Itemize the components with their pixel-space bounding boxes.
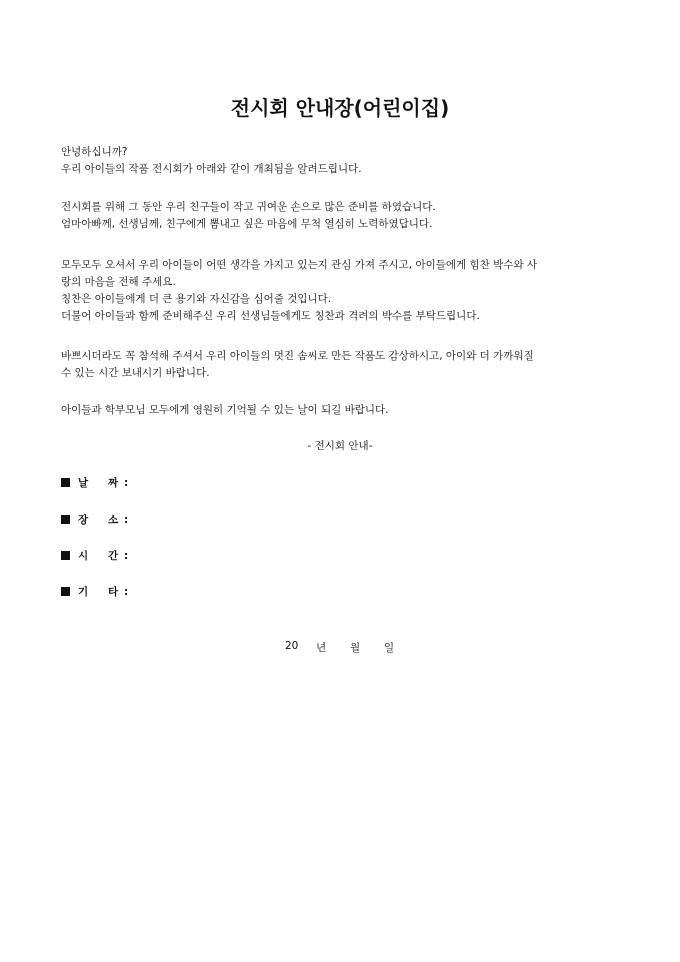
signoff: - 전시회 안내-	[307, 440, 373, 452]
field-colon: :	[124, 513, 129, 526]
field-label-char: 시	[78, 550, 89, 562]
field-label-char: 간	[108, 550, 119, 562]
square-bullet-icon	[61, 515, 70, 524]
field-date	[61, 475, 128, 490]
field-colon: :	[124, 585, 129, 598]
text-line: 모두모두 오셔서 우리 아이들이 어떤 생각을 가지고 있는지 관심 가져 주시고, 아이들에게 힘찬 박수와 사	[61, 259, 538, 271]
text-line: 우리 아이들의 작품 전시회가 아래와 같이 개최됨을 알려드립니다.	[61, 163, 362, 175]
document-title: 전시회 안내장(어린이집)	[230, 96, 450, 120]
field-colon: :	[124, 549, 129, 562]
paragraph-closing	[61, 402, 636, 419]
text-line: 칭찬은 아이들에게 더 큰 용기와 자신감을 심어줄 것입니다.	[61, 293, 332, 305]
field-place	[61, 512, 128, 527]
field-label-char: 소	[108, 514, 119, 526]
text-line: 아이들과 학부모님 모두에게 영원히 기억될 수 있는 날이 되길 바랍니다.	[61, 404, 389, 416]
field-label-char: 기	[78, 586, 89, 598]
field-other	[61, 584, 128, 599]
text-line: 랑의 마음을 전해 주세요.	[61, 276, 176, 288]
paragraph-attendance	[61, 348, 636, 382]
square-bullet-icon	[61, 478, 70, 487]
text-line: 엄마아빠께, 선생님께, 친구에게 뽐내고 싶은 마음에 무척 열심히 노력하였답니다.	[61, 218, 433, 230]
field-label-char: 날	[78, 477, 89, 489]
text-line: 전시회를 위해 그 동안 우리 친구들이 작고 귀여운 손으로 많은 준비를 하였습니다.	[61, 201, 436, 213]
text-line: 더불어 아이들과 함께 준비해주신 우리 선생님들에게도 칭찬과 격려의 박수를 부탁드립니다.	[61, 310, 480, 322]
text-line: 바쁘시더라도 꼭 참석해 주셔서 우리 아이들의 멋진 솜씨로 만든 작품도 감상하시고, 아이와 더 가까워질	[61, 350, 534, 362]
paragraph-preparation	[61, 199, 636, 233]
field-label-char: 장	[78, 514, 89, 526]
text-line: 수 있는 시간 보내시기 바랍니다.	[61, 367, 210, 379]
square-bullet-icon	[61, 551, 70, 560]
square-bullet-icon	[61, 587, 70, 596]
text-line: 안녕하십니까?	[61, 146, 128, 158]
paragraph-invitation	[61, 257, 636, 325]
field-colon: :	[124, 476, 129, 489]
date-year: 20	[285, 640, 299, 652]
paragraph-greeting	[61, 144, 636, 178]
date-month-unit: 월	[350, 642, 361, 654]
date-year-unit: 년	[316, 642, 327, 654]
field-label-char: 타	[108, 586, 119, 598]
date-day-unit: 일	[384, 642, 395, 654]
field-time	[61, 548, 128, 563]
field-label-char: 짜	[108, 477, 119, 489]
